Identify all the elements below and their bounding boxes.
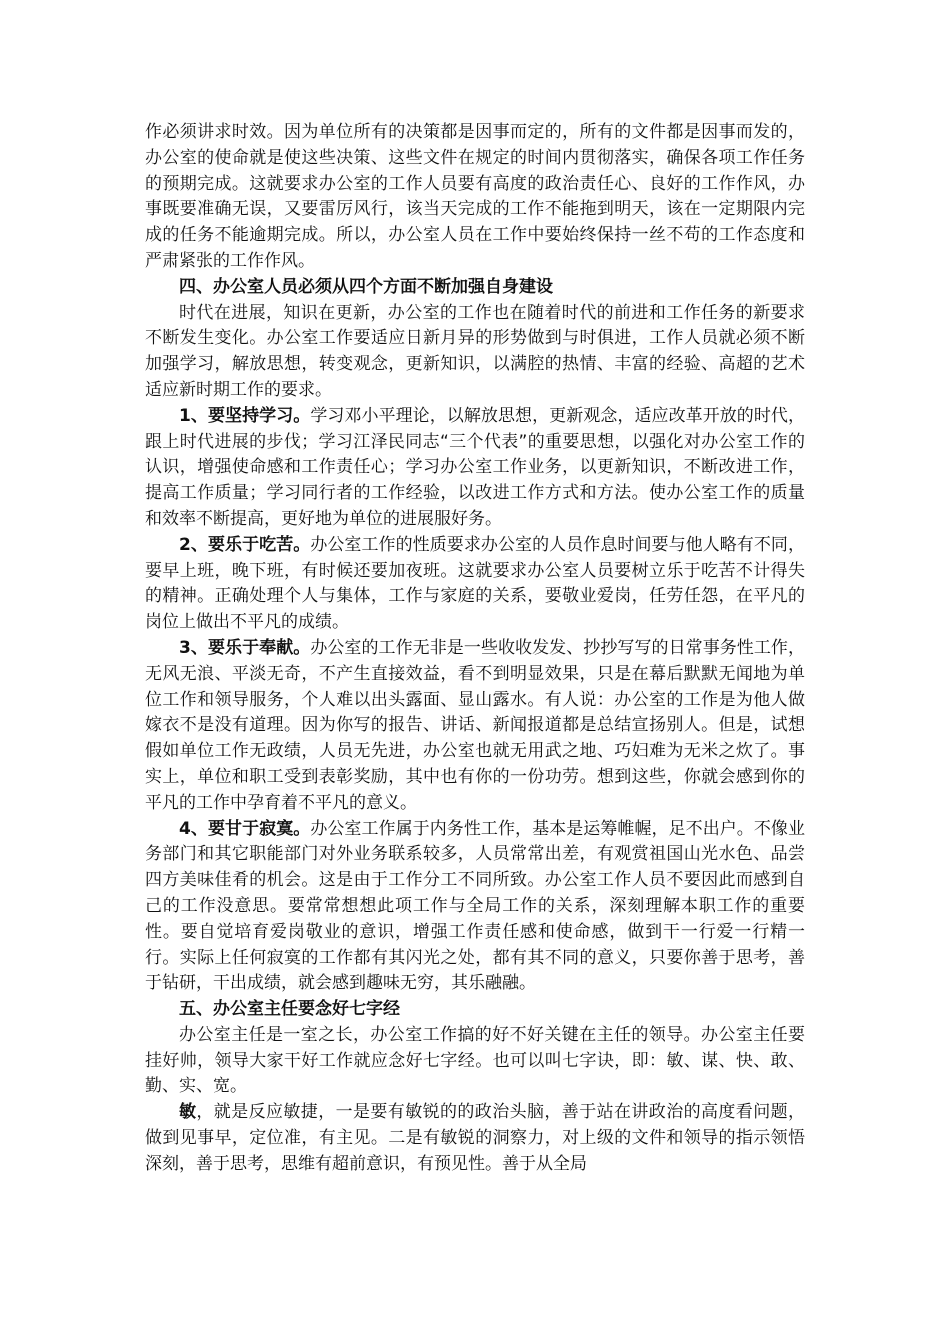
item-solitude-text: 办公室工作属于内务性工作，基本是运筹帷幄，足不出户。不像业务部门和其它职能部门对外业务联系较多，人员常常出差，有观赏祖国山光水色、品尝四方美味佳肴的机会。这是由于工作分工不同所致。办公室工作人员不要因此而感到自己的工作没意思。要常常想想此项工作与全局工作的关系，深刻理解本职工作的重要性。要自觉培育爱岗敬业的意识，增强工作责任感和使命感，做到干一行爱一行精一行。实际上任何寂寞的工作都有其闪光之处，都有其不同的意义，只要你善于思考，善于钻研，干出成绩，就会感到趣味无穷，其乐融融。 [145, 818, 805, 994]
item-study-lead: 1、要坚持学习。 [179, 405, 311, 426]
item-hardship-text: 办公室工作的性质要求办公室的人员作息时间要与他人略有不同，要早上班，晚下班，有时候还要加夜班。这就要求办公室人员要树立乐于吃苦不计得失的精神。正确处理个人与集体，工作与家庭的关系，要敬业爱岗，任劳任怨，在平凡的岗位上做出不平凡的成绩。 [145, 534, 805, 633]
paragraph-continuation: 作必须讲求时效。因为单位所有的决策都是因事而定的，所有的文件都是因事而发的，办公室的使命就是使这些决策、这些文件在规定的时间内贯彻落实，确保各项工作任务的预期完成。这就要求办公室的工作人员要有高度的政治责任心、良好的工作作风，办事既要准确无误，又要雷厉风行，该当天完成的工作不能拖到明天，该在一定期限内完成的任务不能逾期完成。所以，办公室人员在工作中要始终保持一丝不苟的工作态度和严肃紧张的工作作风。 [145, 122, 805, 271]
document-page [145, 120, 805, 1178]
item-hardship-lead: 2、要乐于吃苦。 [179, 534, 311, 555]
item-hardship [145, 533, 805, 636]
item-min-text: ，就是反应敏捷，一是要有敏锐的的政治头脑，善于站在讲政治的高度看问题，做到见事早，定位准，有主见。二是有敏锐的洞察力，对上级的文件和领导的指示领悟深刻，善于思考，思维有超前意识，有预见性。善于从全局 [145, 1102, 806, 1174]
section-heading-four: 四、办公室人员必须从四个方面不断加强自身建设 [179, 276, 553, 297]
paragraph-intro-five: 办公室主任是一室之长，办公室工作搞的好不好关键在主任的领导。办公室主任要挂好帅，领导大家干好工作就应念好七字经。也可以叫七字诀，即：敏、谋、快、敢、勤、实、宽。 [145, 1024, 805, 1097]
item-solitude-lead: 4、要甘于寂寞。 [179, 818, 311, 839]
paragraph-intro-four: 时代在进展，知识在更新，办公室的工作也在随着时代的前进和工作任务的新要求不断发生变化。办公室工作要适应日新月异的形势做到与时俱进，工作人员就必须不断加强学习，解放思想，转变观念，更新知识，以满腔的热情、丰富的经验、高超的艺术适应新时期工作的要求。 [145, 302, 805, 400]
item-study-text: 学习邓小平理论，以解放思想，更新观念，适应改革开放的时代，跟上时代进展的步伐；学习江泽民同志“三个代表”的重要思想，以强化对办公室工作的认识，增强使命感和工作责任心；学习办公室工作业务，以更新知识，不断改进工作，提高工作质量；学习同行者的工作经验，以改进工作方式和方法。使办公室工作的质量和效率不断提高，更好地为单位的进展服好务。 [145, 405, 805, 529]
item-min-lead: 敏 [179, 1102, 197, 1123]
item-dedication [145, 636, 805, 817]
item-solitude [145, 817, 805, 998]
item-study [145, 404, 805, 533]
section-heading-five: 五、办公室主任要念好七字经 [179, 999, 400, 1020]
item-dedication-lead: 3、要乐于奉献。 [179, 637, 311, 658]
item-dedication-text: 办公室的工作无非是一些收收发发、抄抄写写的日常事务性工作，无风无浪、平淡无奇，不产生直接效益，看不到明显效果，只是在幕后默默无闻地为单位工作和领导服务，个人难以出头露面、显山露水。有人说：办公室的工作是为他人做嫁衣不是没有道理。因为你写的报告、讲话、新闻报道都是总结宣扬别人。但是，试想假如单位工作无政绩，人员无先进，办公室也就无用武之地、巧妇难为无米之炊了。事实上，单位和职工受到表彰奖励，其中也有你的一份功劳。想到这些，你就会感到你的平凡的工作中孕育着不平凡的意义。 [145, 637, 805, 813]
item-min [145, 1100, 805, 1177]
